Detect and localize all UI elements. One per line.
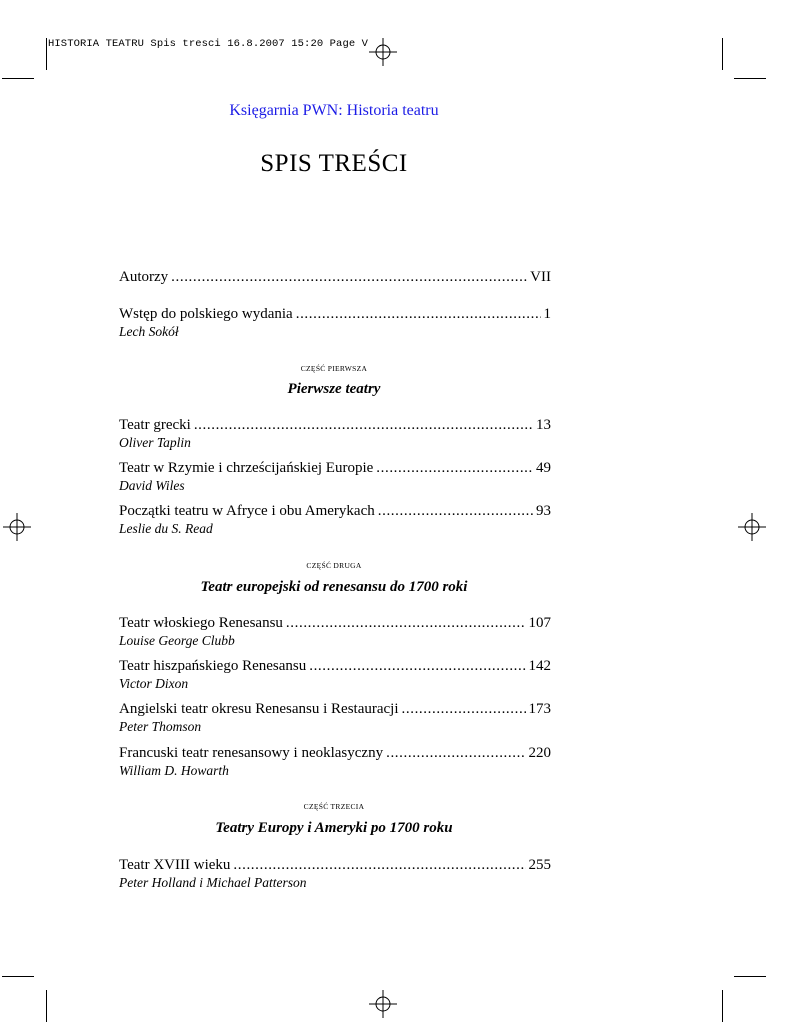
toc-entry[interactable] [119,856,551,891]
toc-entry-author: Peter Holland i Michael Patterson [119,875,307,890]
toc-entry-page: 173 [528,701,551,717]
toc-entry-author: Victor Dixon [119,676,189,691]
toc-leader-dots [286,614,526,632]
part-title: Pierwsze teatry [287,381,381,397]
toc-leader-dots [309,657,525,675]
toc-entry-author: Leslie du S. Read [119,521,213,536]
toc-entry-title: Teatr w Rzymie i chrześcijańskiej Europie [119,460,374,476]
toc-entry[interactable] [119,744,551,779]
part-label: CZĘŚĆ TRZECIA [303,802,365,811]
table-of-contents [119,0,551,1024]
toc-entry-author: Oliver Taplin [119,435,191,450]
toc-entry[interactable] [119,459,551,494]
toc-entry-page: 220 [528,745,551,761]
toc-entry[interactable] [119,305,551,340]
crop-mark [2,78,34,79]
toc-leader-dots [402,700,526,718]
crop-mark [734,78,766,79]
toc-entry[interactable] [119,268,551,286]
crop-mark [722,38,723,70]
toc-entry-page: 13 [536,417,551,433]
toc-leader-dots [386,744,525,762]
registration-mark-icon [3,513,31,541]
registration-mark-icon [738,513,766,541]
toc-entry-author: Lech Sokół [119,324,179,339]
toc-entry-page: 142 [528,658,551,674]
printer-slug: HISTORIA TEATRU Spis tresci 16.8.2007 15:20 Page V [48,38,369,50]
crop-mark [722,990,723,1022]
part-label: CZĘŚĆ DRUGA [306,561,362,570]
toc-entry-title: Teatr hiszpańskiego Renesansu [119,658,307,674]
toc-entry[interactable] [119,614,551,649]
toc-entry-author: Louise George Clubb [119,633,235,648]
toc-entry[interactable] [119,416,551,451]
toc-leader-dots [296,305,541,323]
part-label: CZĘŚĆ PIERWSZA [300,364,368,373]
toc-entry-page: 49 [536,460,551,476]
toc-entry[interactable] [119,700,551,735]
toc-entry-title: Początki teatru w Afryce i obu Amerykach [119,503,375,519]
toc-entry-page: 255 [528,857,551,873]
toc-leader-dots [171,268,527,286]
toc-leader-dots [233,856,525,874]
page-title: SPIS TREŚCI [260,150,408,177]
toc-entry-title: Wstęp do polskiego wydania [119,306,293,322]
toc-entry[interactable] [119,657,551,692]
toc-entry-title: Autorzy [119,269,169,285]
crop-mark [734,976,766,977]
header-link[interactable]: Księgarnia PWN: Historia teatru [229,102,439,119]
toc-leader-dots [376,459,533,477]
toc-entry-page: 1 [543,306,551,322]
toc-entry-author: William D. Howarth [119,763,229,778]
toc-entry-page: 93 [536,503,551,519]
toc-entry-author: David Wiles [119,478,185,493]
toc-entry-author: Peter Thomson [119,719,202,734]
toc-entry-title: Teatr XVIII wieku [119,857,231,873]
toc-entry-title: Teatr grecki [119,417,191,433]
toc-entry-title: Francuski teatr renesansowy i neoklasyczny [119,745,384,761]
toc-entry-title: Teatr włoskiego Renesansu [119,615,283,631]
toc-entry[interactable] [119,502,551,537]
crop-mark [46,38,47,70]
part-title: Teatry Europy i Ameryki po 1700 roku [215,820,453,836]
part-title: Teatr europejski od renesansu do 1700 roki [200,579,468,595]
toc-leader-dots [378,502,533,520]
toc-entry-title: Angielski teatr okresu Renesansu i Restauracji [119,701,399,717]
toc-entry-page: VII [530,269,551,285]
toc-entry-page: 107 [528,615,551,631]
toc-leader-dots [194,416,533,434]
crop-mark [2,976,34,977]
crop-mark [46,990,47,1022]
